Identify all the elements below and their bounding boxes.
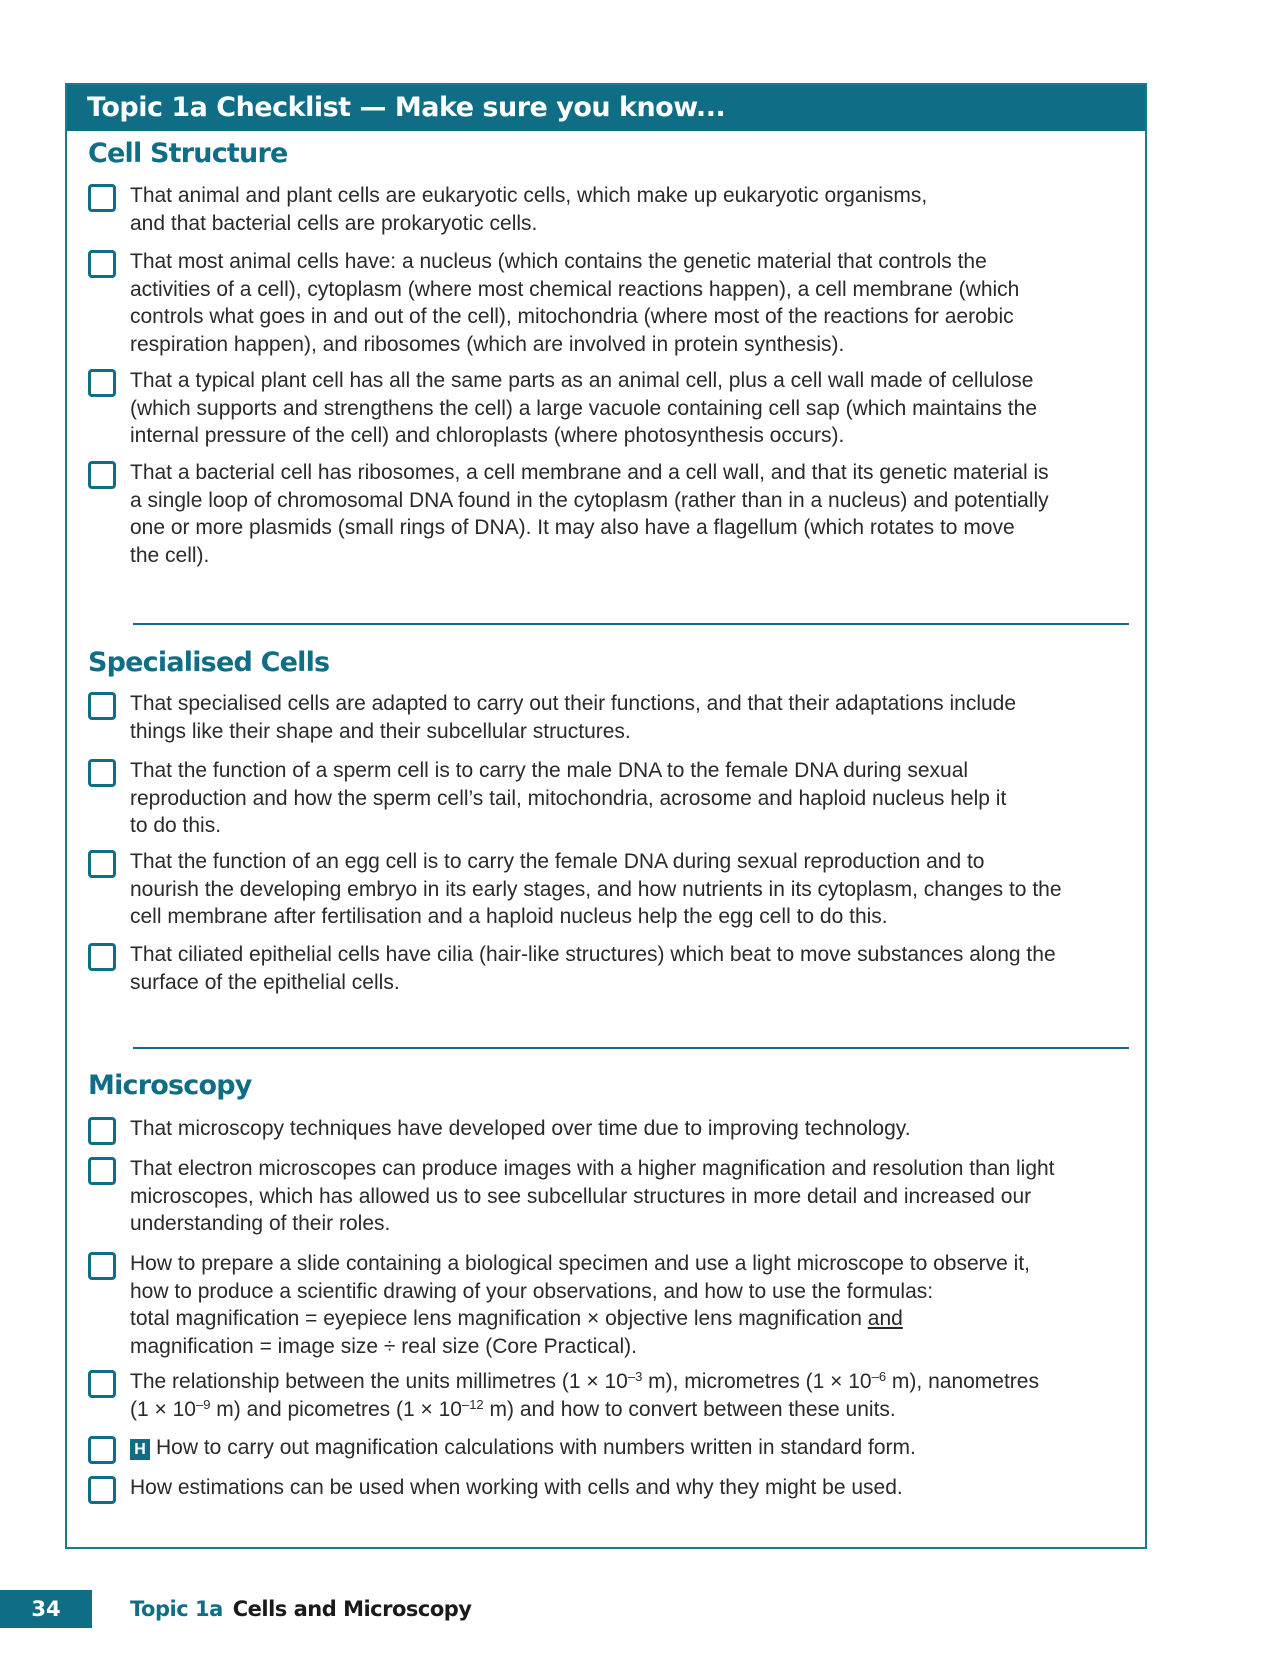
section-title-specialised-cells: Specialised Cells: [88, 647, 330, 678]
checkbox[interactable]: [88, 850, 116, 878]
page-number: 34: [0, 1590, 92, 1628]
item-text: That the function of a sperm cell is to carry the male DNA to the female DNA during sexual reproduction and how the sperm cell’s tail, mitochondria, acrosome and haploid nucleus help it to do this.: [130, 759, 1007, 837]
item-text: That animal and plant cells are eukaryotic cells, which make up eukaryotic organisms, and that bacterial cells are prokaryotic cells.: [130, 184, 928, 235]
checkbox[interactable]: [88, 1157, 116, 1185]
item-text: That a typical plant cell has all the same parts as an animal cell, plus a cell wall made of cellulose (which supports and strengthens the cell) a large vacuole containing cell sap (which maintains the internal pressure of the cell) and chloroplasts (where photosynthesis occurs).: [130, 369, 1037, 447]
checkbox[interactable]: [88, 461, 116, 489]
checkbox[interactable]: [88, 759, 116, 787]
footer-topic: [130, 1592, 472, 1626]
item-text: The relationship between the units millimetres ($1 \times 10^{-3}$ m), micrometres ($1 \times 10^{-6}$ m), nanometres ($1 \times 10^{-9}$ m) and picometres ($1 \times 10^{-12}$ m) and how to convert between these units.: [130, 1369, 1039, 1421]
item-text: That electron microscopes can produce images with a higher magnification and resolution than light microscopes, which has allowed us to see subcellular structures in more detail and increased our understanding of their roles.: [130, 1157, 1055, 1235]
item-text: That the function of an egg cell is to carry the female DNA during sexual reproduction and to nourish the developing embryo in its early stages, and how nutrients in its cytoplasm, changes to the cell membrane after fertilisation and a haploid nucleus help the egg cell to do this.: [130, 850, 1062, 928]
section-divider: [133, 1047, 1129, 1049]
checkbox[interactable]: [88, 1117, 116, 1145]
item-text: H How to carry out magnification calculations with numbers written in standard form.: [130, 1434, 1130, 1462]
checkbox[interactable]: [88, 1436, 116, 1464]
checkbox[interactable]: [88, 369, 116, 397]
section-title-cell-structure: Cell Structure: [88, 138, 288, 169]
item-text: That microscopy techniques have developed over time due to improving technology.: [130, 1117, 911, 1140]
item-text: That a bacterial cell has ribosomes, a cell membrane and a cell wall, and that its genetic material is a single loop of chromosomal DNA found in the cytoplasm (rather than in a nucleus) and potentially one or more plasmids (small rings of DNA). It may also have a flagellum (which rotates to move the cell).: [130, 461, 1049, 567]
footer-topic-key: Topic 1a: [130, 1597, 223, 1621]
checklist-header: Topic 1a Checklist — Make sure you know...: [67, 85, 1145, 131]
checkbox[interactable]: [88, 1252, 116, 1280]
higher-tier-badge: H: [130, 1439, 150, 1460]
item-text: How estimations can be used when working with cells and why they might be used.: [130, 1476, 903, 1499]
item-text: That specialised cells are adapted to carry out their functions, and that their adaptations include things like their shape and their subcellular structures.: [130, 692, 1017, 743]
item-text: That most animal cells have: a nucleus (which contains the genetic material that controls the activities of a cell), cytoplasm (where most chemical reactions happen), a cell membrane (which controls what goes in and out of the cell), mitochondria (where most of the reactions for aerobic respiration happen), and ribosomes (which are involved in protein synthesis).: [130, 250, 1020, 356]
formula-line: total magnification = eyepiece lens magnification × objective lens magnification and: [130, 1307, 903, 1330]
item-text: How to prepare a slide containing a biological specimen and use a light microscope to observe it, how to produce a scientific drawing of your observations, and how to use the formulas: total magnification = eyepiece lens magnification × objective lens magnification and magnification = image size ÷ real size (Core Practical).: [130, 1250, 1130, 1360]
section-divider: [133, 623, 1129, 625]
checklist-box: [65, 83, 1147, 1549]
item-text: That ciliated epithelial cells have cilia (hair-like structures) which beat to move substances along the surface of the epithelial cells.: [130, 943, 1056, 994]
checkbox[interactable]: [88, 1476, 116, 1504]
checkbox[interactable]: [88, 1370, 116, 1398]
checkbox[interactable]: [88, 250, 116, 278]
footer-topic-title: Cells and Microscopy: [232, 1597, 472, 1621]
section-title-microscopy: Microscopy: [88, 1070, 252, 1101]
checkbox[interactable]: [88, 184, 116, 212]
checkbox[interactable]: [88, 943, 116, 971]
checkbox[interactable]: [88, 692, 116, 720]
